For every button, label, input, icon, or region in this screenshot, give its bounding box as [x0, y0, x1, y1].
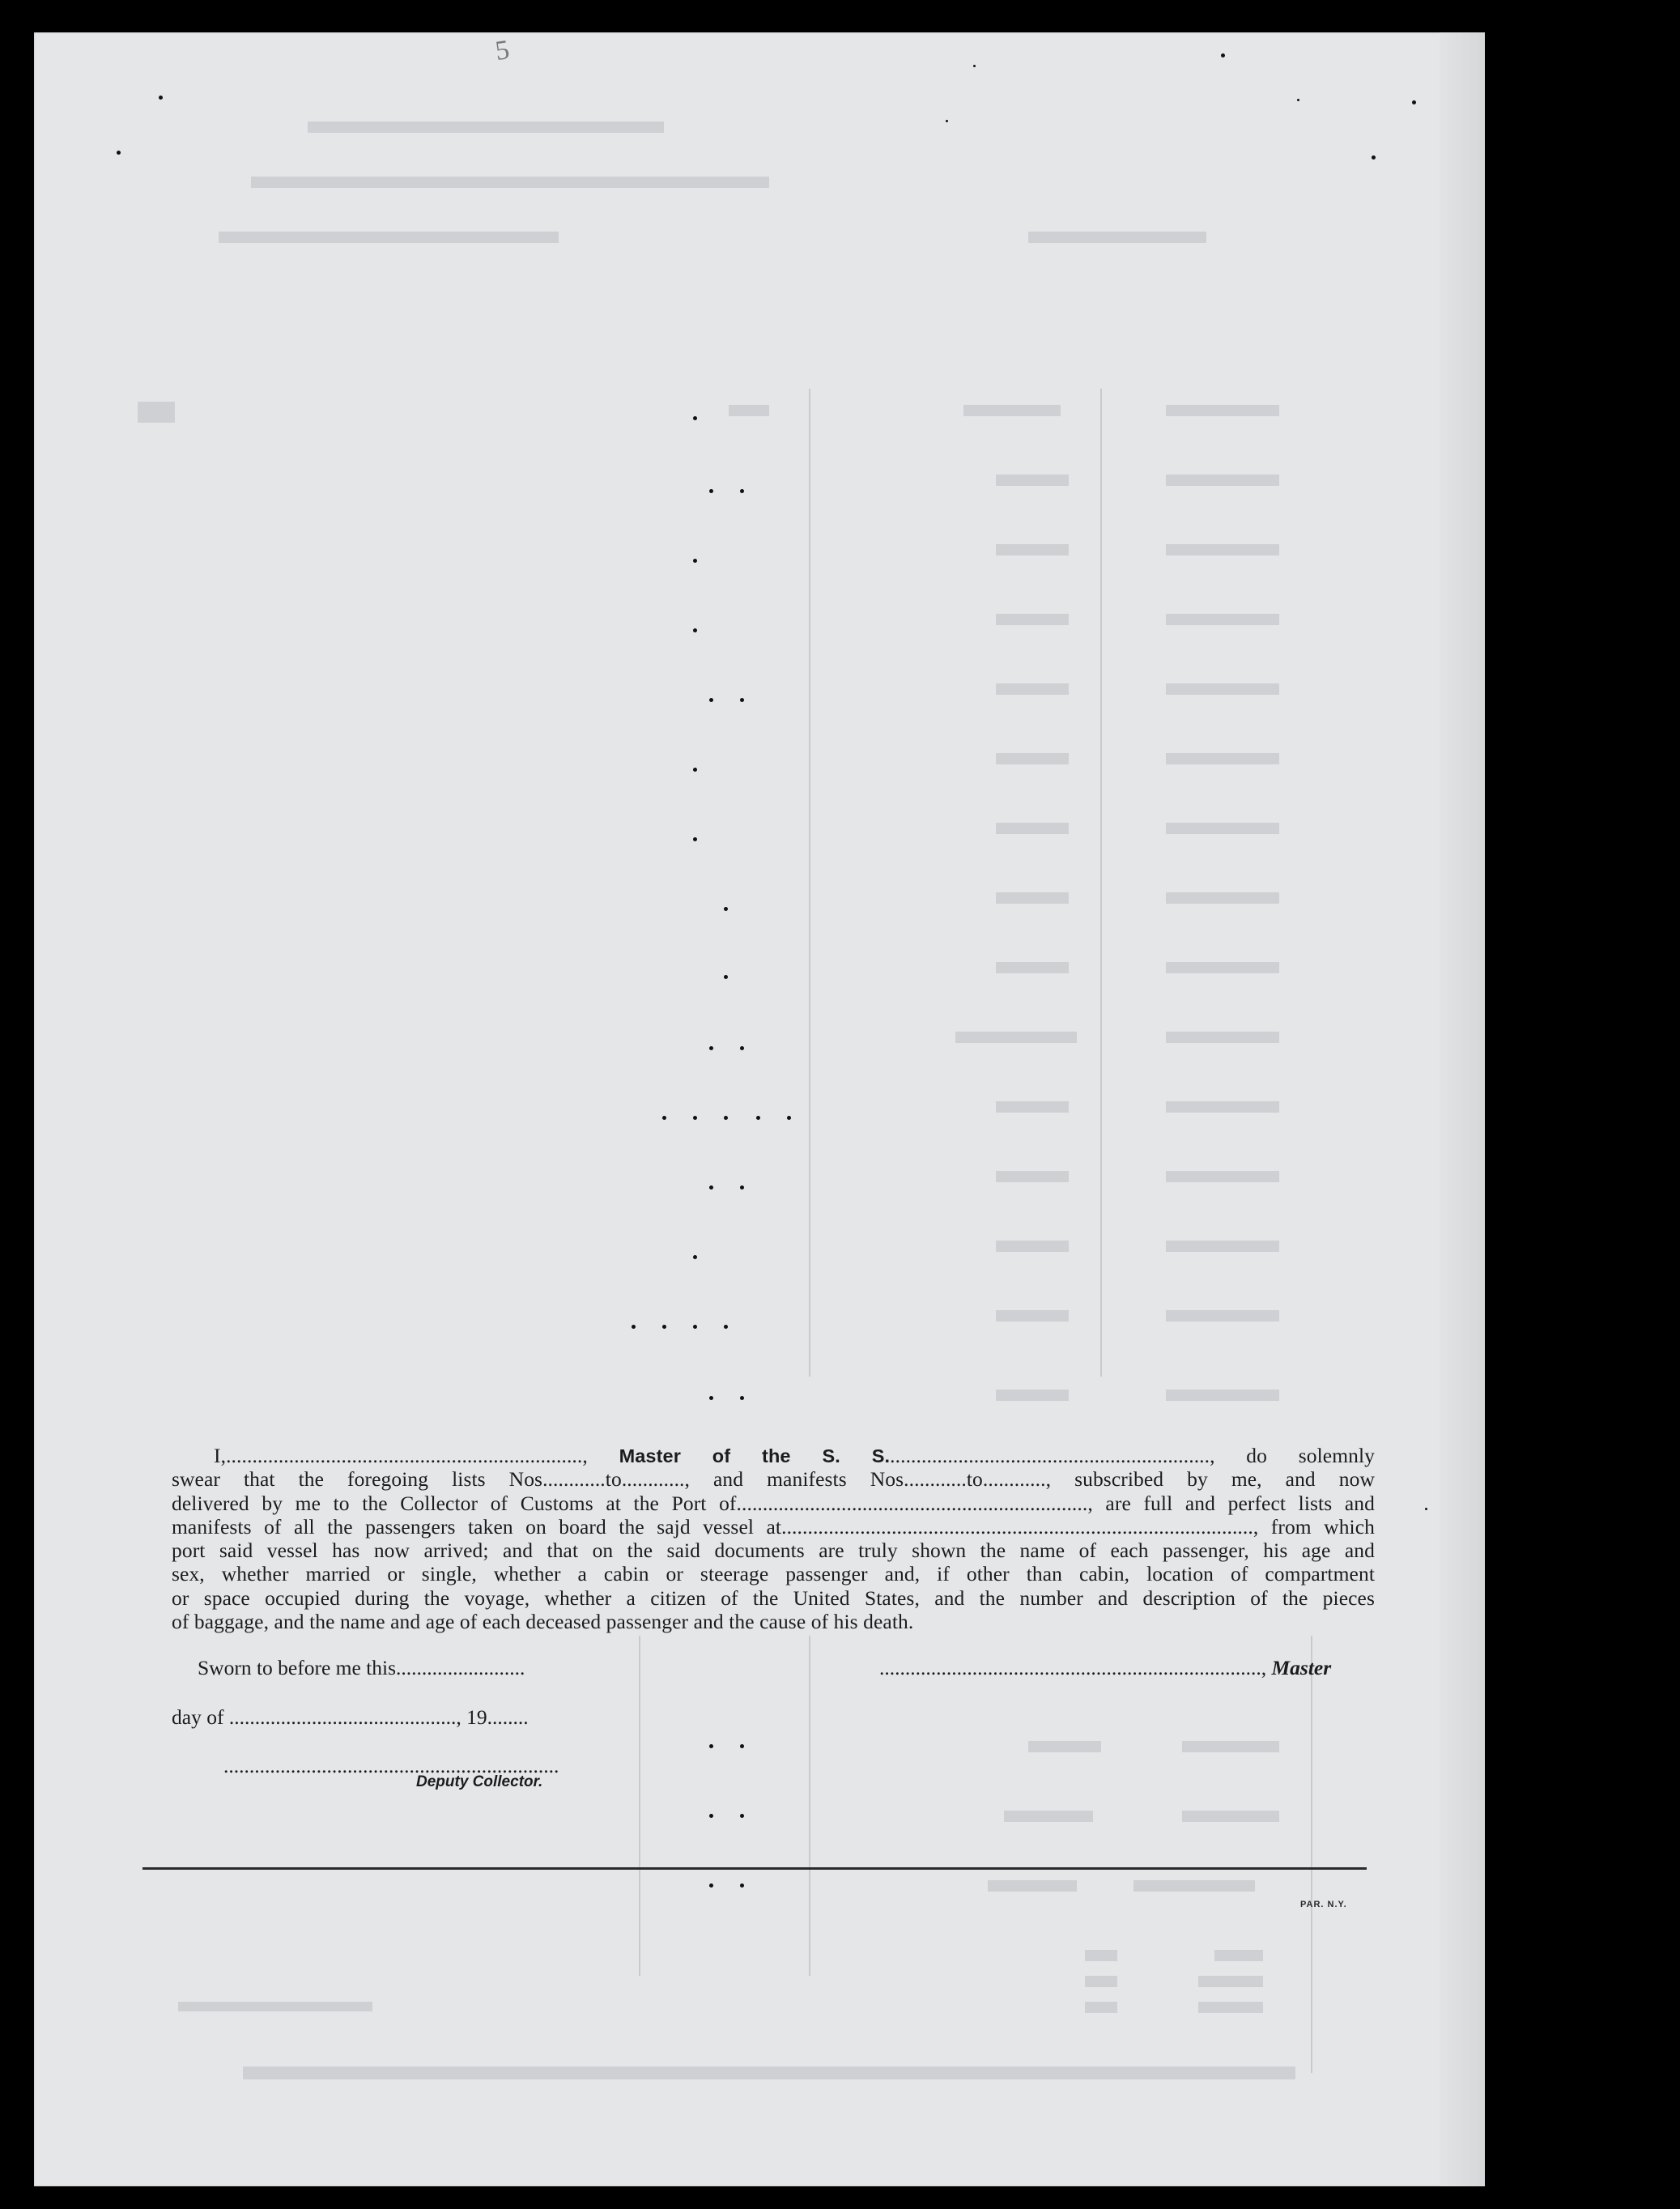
lists-label: swear that the foregoing lists Nos — [172, 1467, 543, 1492]
ink-speck — [724, 1116, 728, 1120]
page-number-mark: 5 — [493, 35, 512, 67]
ink-speck — [973, 65, 976, 67]
page-edge-shadow — [1440, 32, 1485, 2186]
manifests-label: , and manifests Nos — [684, 1467, 904, 1492]
sworn-label: Sworn to before me this — [198, 1656, 397, 1679]
master-label: Master — [1271, 1656, 1332, 1679]
master-signature-line — [879, 1656, 1331, 1680]
deputy-signature-blank: ................................................................. — [223, 1754, 559, 1777]
ink-speck — [724, 975, 728, 979]
manifests-to-label: to — [966, 1467, 983, 1492]
ink-speck — [1221, 53, 1225, 57]
ink-speck — [724, 907, 728, 911]
year-blank: ........ — [487, 1705, 529, 1729]
master-name-blank: ...................................................................., — [226, 1444, 619, 1467]
document-page — [34, 32, 1485, 2186]
ink-speck — [693, 768, 697, 772]
oath-intro: I, — [214, 1444, 227, 1467]
ink-speck — [662, 1325, 666, 1329]
ink-speck — [693, 559, 697, 563]
ink-speck — [740, 1814, 744, 1818]
oath-line-6: sex, whether married or single, whether a cabin or steerage passenger and, if other than cabin, location of compartment — [172, 1562, 1375, 1586]
year-prefix: 19 — [466, 1705, 487, 1729]
footer-rule — [142, 1867, 1367, 1870]
ink-speck — [724, 1325, 728, 1329]
ink-speck — [117, 151, 121, 155]
vessel-at-blank: .......................................................................................... — [781, 1514, 1253, 1539]
manifests-from-blank: ............ — [904, 1467, 967, 1492]
oath-line-8: of baggage, and the name and age of each deceased passenger and the cause of his death. — [172, 1610, 914, 1634]
day-of-blank: ............................................, — [223, 1705, 467, 1729]
oath-line-4 — [172, 1515, 1375, 1539]
lists-to-label: to — [605, 1467, 622, 1492]
ink-speck — [662, 1116, 666, 1120]
ink-speck — [787, 1116, 791, 1120]
lists-from-blank: ............ — [542, 1467, 606, 1492]
ink-speck — [740, 1744, 744, 1748]
ink-speck — [740, 698, 744, 702]
ink-speck — [740, 1046, 744, 1050]
ink-speck — [1297, 99, 1299, 101]
manifests-to-blank: ............ — [982, 1467, 1046, 1492]
ink-speck — [740, 1883, 744, 1888]
ink-speck — [756, 1116, 760, 1120]
oath-line-2 — [172, 1467, 1375, 1491]
ink-speck — [693, 837, 697, 841]
oath-line-1 — [172, 1444, 1375, 1467]
subscribed-text: , subscribed by me, and now — [1045, 1467, 1375, 1492]
sworn-date-blank: ......................... — [396, 1656, 525, 1679]
ink-speck — [709, 1814, 713, 1818]
printer-mark: PAR. N.Y. — [1300, 1900, 1347, 1909]
ink-speck — [693, 1255, 697, 1259]
ink-speck — [709, 1185, 713, 1190]
deputy-collector-caption — [416, 1773, 542, 1791]
ink-speck — [740, 489, 744, 493]
oath-solemnly: , do solemnly — [1210, 1444, 1376, 1467]
from-which-text: , from which — [1253, 1514, 1375, 1539]
sworn-line — [198, 1656, 525, 1680]
day-of-line — [172, 1705, 529, 1730]
ink-speck — [740, 1396, 744, 1400]
ink-speck — [1372, 155, 1376, 160]
ink-speck — [709, 1046, 713, 1050]
deputy-label: Deputy Collector. — [416, 1773, 543, 1790]
port-blank: ................................................................... — [736, 1491, 1088, 1515]
ink-speck — [693, 416, 697, 420]
master-oath-paragraph — [172, 1444, 1375, 1633]
oath-line-5: port said vessel has now arrived; and that on the said documents are truly shown the name of each passenger, his age and — [172, 1539, 1375, 1563]
ink-speck — [946, 120, 948, 122]
ink-speck — [709, 1396, 713, 1400]
ink-speck — [159, 96, 163, 100]
ink-speck — [709, 1744, 713, 1748]
day-of-label: day of — [172, 1705, 224, 1729]
ink-speck — [632, 1325, 636, 1329]
oath-line-3 — [172, 1492, 1375, 1515]
ink-speck — [709, 489, 713, 493]
lists-to-blank: ............ — [621, 1467, 685, 1492]
vessel-at-label: manifests of all the passengers taken on board the sajd vessel at — [172, 1514, 782, 1539]
ink-speck — [740, 1185, 744, 1190]
ink-speck — [1425, 1508, 1427, 1510]
ink-speck — [693, 1325, 697, 1329]
ink-speck — [709, 698, 713, 702]
ink-speck — [693, 628, 697, 632]
ship-name-blank: ............................................................. — [890, 1444, 1210, 1467]
port-label: delivered by me to the Collector of Customs at the Port of — [172, 1491, 737, 1515]
full-perfect-text: , are full and perfect lists and — [1087, 1491, 1375, 1515]
ship-label: Master of the S. S. — [619, 1445, 891, 1466]
ink-speck — [1412, 100, 1416, 104]
ink-speck — [709, 1883, 713, 1888]
oath-line-7: or space occupied during the voyage, whether a citizen of the United States, and the number and description of the pieces — [172, 1585, 1375, 1610]
ink-speck — [693, 1116, 697, 1120]
master-signature-blank: .........................................................................., — [879, 1656, 1272, 1679]
